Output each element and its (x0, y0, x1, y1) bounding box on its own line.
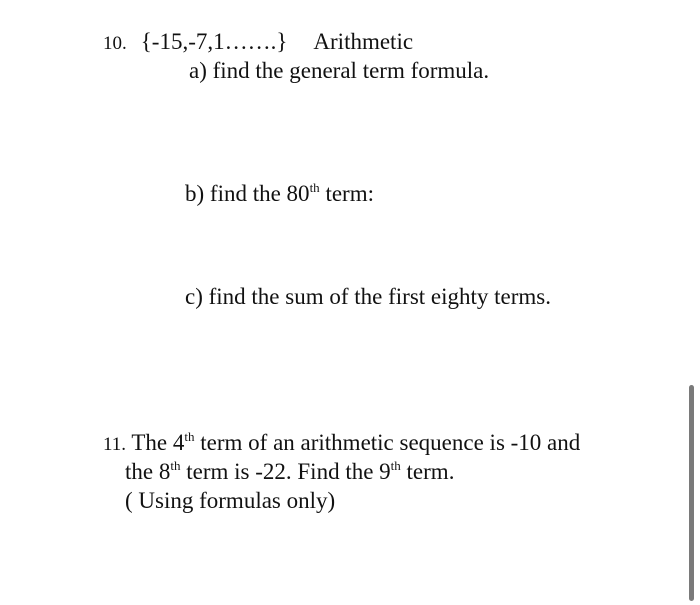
problem-11-line-2-superscript: th (170, 458, 181, 473)
problem-11-line-1 (103, 429, 580, 459)
problem-11-number: 11. (103, 434, 127, 455)
problem-10-type: Arithmetic (313, 29, 414, 54)
part-b-text: b) find the 80 (185, 181, 310, 206)
problem-10-number: 10. (103, 33, 127, 54)
problem-11-line-2-text: the 8 (125, 459, 171, 484)
problem-11-line-2-superscript-2: th (390, 458, 401, 473)
problem-10-part-c: c) find the sum of the first eighty terms. (185, 284, 552, 309)
problem-11-text-end: term of an arithmetic sequence is -10 and (194, 430, 581, 455)
part-b-text-end: term: (319, 181, 374, 206)
problem-11-line-2-text-mid: term is -22. Find the 9 (180, 459, 391, 484)
problem-11-line-2-text-end: term. (400, 459, 455, 484)
problem-11-text: The 4 (126, 430, 185, 455)
problem-10-header (103, 28, 413, 58)
problem-11-superscript: th (184, 429, 195, 444)
part-b-superscript: th (309, 180, 320, 195)
problem-11-line-2 (125, 458, 454, 486)
vertical-scrollbar[interactable] (689, 385, 694, 601)
problem-10-part-a: a) find the general term formula. (189, 58, 490, 83)
problem-11-line-3: ( Using formulas only) (125, 488, 336, 513)
problem-10-part-b (185, 180, 374, 208)
problem-10-sequence: {-15,-7,1…….} (140, 29, 288, 54)
